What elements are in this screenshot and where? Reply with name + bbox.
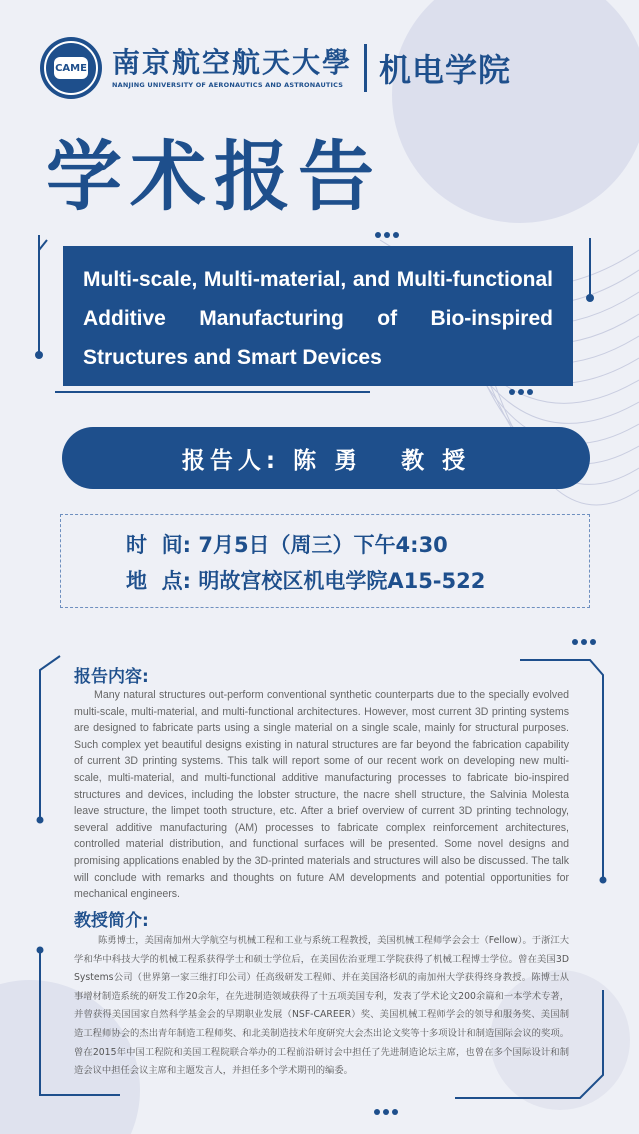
page-title: 学术报告	[46, 132, 382, 221]
time-location-box	[60, 514, 590, 608]
event-location: 地 点: 明故宫校区机电学院A15-522	[126, 569, 486, 593]
bio-text: 陈勇博士，美国南加州大学航空与机械工程和工业与系统工程教授，美国机械工程师学会会士（Fellow）。于浙江大学和华中科技大学的机械工程系获得学士和硕士学位后，在美国佐治亚理工学院获得了机械工程博士学位。曾在美国3D Systems公司（世界第一家三维打印公司）任高级研发工程师、并在美国洛杉矶的南加州大学获得终身教授。陈博士从事增材制造系统的研发工作20余年，在先进制造领域获得了十五项美国专利，发表了学术论文200余篇和一本学术专著，并曾获得美国国家自然科学基金会的早期职业发展（NSF-CAREER）奖、美国机械工程师学会的领导和服务奖、美国制造工程师协会的杰出青年制造工程师奖、和北美制造技术年度研究大会杰出论文奖等十多项设计和制造国际会议的奖项。曾在2015年中国工程院和美国工程院联合举办的工程前沿研讨会中担任了先进制造论坛主席，也曾在多个国际设计和制造会议中担任会议主席和主题发言人，并担任多个学术期刊的编委。	[74, 935, 569, 1077]
event-time: 时 间: 7月5日（周三）下午4:30	[126, 533, 448, 557]
college-name: 机电学院	[379, 51, 512, 89]
abstract-text: Many natural structures out-perform conventional synthetic counterparts due to the specially evolved multi-scale, multi-material, and multi-functional architectures. However, most current 3D printing systems are designed to fabricate parts using a single material on a single scale, mainly for structural purposes. Such complex yet beautiful designs existing in natural structures are far beyond the fabrication capability of current 3D printing systems. This talk will report some of our recent work on developing new multi-scale, multi-material, and multi-functional additive manufacturing processes to fabricate bio-inspired structures and devices, including the lobster structure, the nacre shell structure, the Salvinia Molesta leave structure, the limpet tooth structure, etc. After a brief overview of current 3D printing technology, several additive manufacturing (AM) processes to fabricate complex reinforcement architectures, controlled material distribution, and functional surfaces will be presented. Some novel designs and promising applications enabled by the 3D-printed materials and structures will also be discussed. The talk will conclude with remarks and thoughts on future AM developments and potential opportunities for mechanical engineers.	[74, 689, 569, 901]
bio-heading: 教授简介:	[74, 911, 149, 931]
university-name-cn: 南京航空航天大學	[112, 46, 353, 79]
talk-title: Multi-scale, Multi-material, and Multi-functional Additive Manufacturing of Bio-inspired Structures and Smart Devices	[83, 268, 553, 369]
speaker-banner	[62, 427, 590, 489]
talk-title-box	[63, 246, 573, 386]
header-divider	[364, 44, 367, 92]
speaker-label: 报告人: 陈 勇 教 授	[181, 447, 471, 474]
logo-text: CAME	[54, 57, 88, 79]
university-logo	[40, 37, 102, 99]
abstract-heading: 报告内容:	[74, 667, 149, 687]
university-name	[112, 47, 352, 89]
header	[40, 35, 600, 101]
university-name-en: NANJING UNIVERSITY OF AERONAUTICS AND ASTRONAUTICS	[112, 81, 344, 89]
